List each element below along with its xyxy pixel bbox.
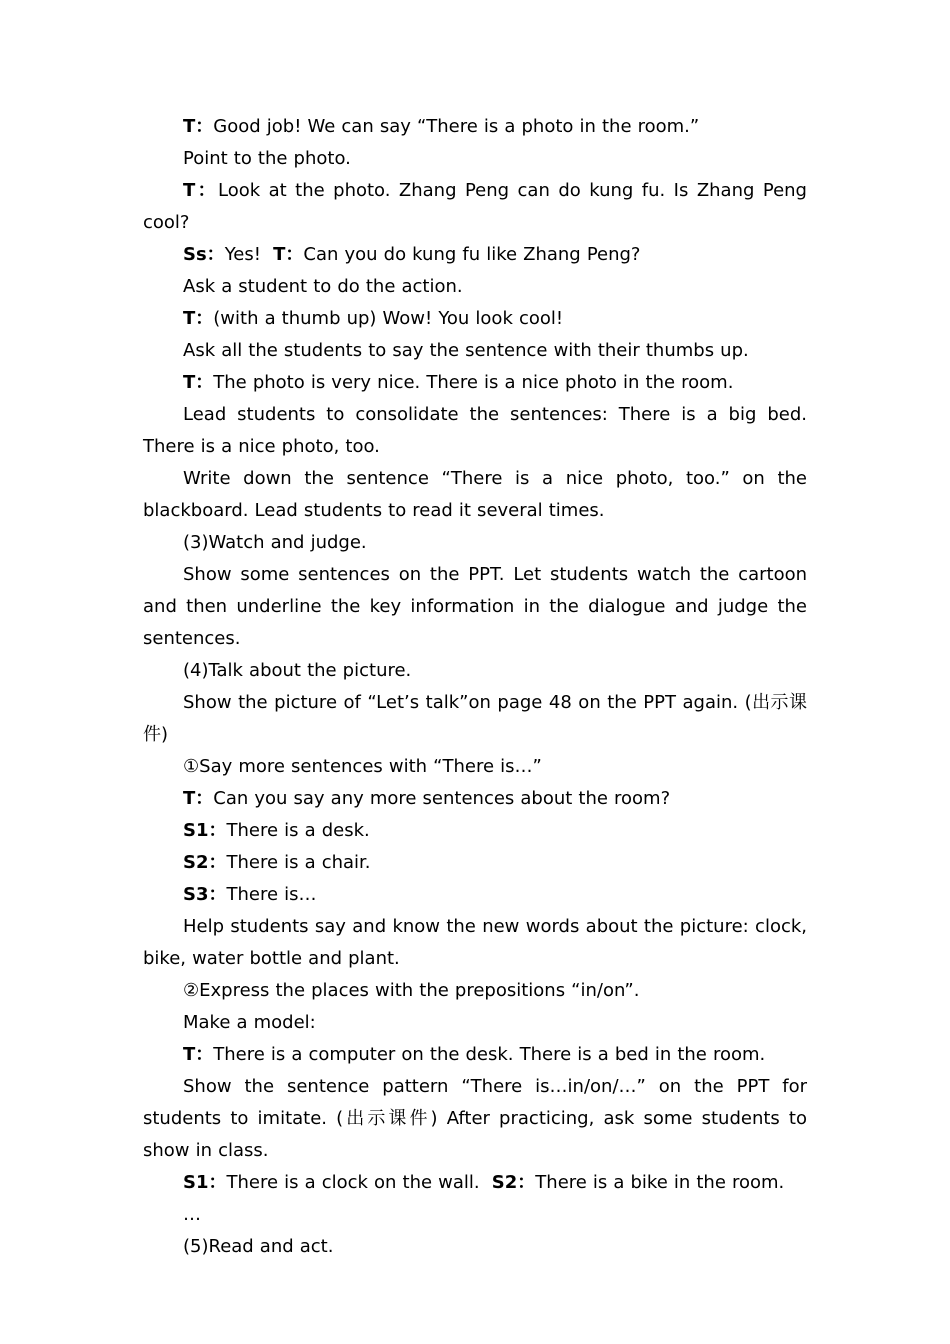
paragraph [143, 463, 807, 527]
text-run: There is a desk. [226, 820, 370, 841]
text-run: There is a clock on the wall. [226, 1172, 492, 1193]
paragraph [143, 335, 807, 367]
document-body [143, 111, 807, 1263]
text-run: Ask all the students to say the sentence with their thumbs up. [183, 340, 749, 361]
speaker-label: T： [183, 1044, 214, 1065]
speaker-label: S2： [491, 1172, 536, 1193]
text-run: Make a model: [183, 1012, 316, 1033]
text-run: Point to the photo. [183, 148, 351, 169]
speaker-label: T： [183, 180, 219, 201]
text-run: Can you say any more sentences about the room? [213, 788, 671, 809]
text-run: There is a bike in the room. [535, 1172, 785, 1193]
paragraph [143, 143, 807, 175]
paragraph [143, 975, 807, 1007]
text-run: There is a computer on the desk. There is a bed in the room. [213, 1044, 766, 1065]
speaker-label: T： [273, 244, 304, 265]
paragraph [143, 1039, 807, 1071]
text-run: … [183, 1204, 201, 1225]
paragraph [143, 367, 807, 399]
text-run: (with a thumb up) Wow! You look cool! [213, 308, 564, 329]
text-run: Yes! [224, 244, 274, 265]
speaker-label: T： [183, 788, 214, 809]
paragraph [143, 111, 807, 143]
paragraph [143, 399, 807, 463]
paragraph [143, 559, 807, 655]
text-run: Look at the photo. Zhang Peng can do kung fu. Is Zhang Peng cool? [143, 180, 807, 233]
text-run: ②Express the places with the prepositions “in/on”. [183, 980, 640, 1001]
paragraph [143, 271, 807, 303]
text-run: (4)Talk about the picture. [183, 660, 412, 681]
text-run: Help students say and know the new words about the picture: clock, bike, water bottle and plant. [143, 916, 807, 969]
paragraph [143, 1167, 807, 1199]
paragraph [143, 655, 807, 687]
paragraph [143, 911, 807, 975]
paragraph [143, 783, 807, 815]
paragraph [143, 527, 807, 559]
paragraph [143, 879, 807, 911]
paragraph [143, 239, 807, 271]
text-run: There is a chair. [226, 852, 371, 873]
paragraph [143, 1231, 807, 1263]
text-run: ①Say more sentences with “There is…” [183, 756, 542, 777]
speaker-label: S2： [183, 852, 227, 873]
speaker-label: T： [183, 372, 214, 393]
paragraph [143, 303, 807, 335]
paragraph [143, 687, 807, 751]
text-run: Good job! We can say “There is a photo in the room.” [213, 116, 700, 137]
speaker-label: S3： [183, 884, 227, 905]
text-run: Can you do kung fu like Zhang Peng? [303, 244, 641, 265]
text-run: There is… [226, 884, 317, 905]
speaker-label: T： [183, 308, 214, 329]
text-run: The photo is very nice. There is a nice photo in the room. [213, 372, 734, 393]
text-run: Show some sentences on the PPT. Let students watch the cartoon and then underline the key information in the dialogue and judge the sentences. [143, 564, 807, 649]
speaker-label: T： [183, 116, 214, 137]
speaker-label: S1： [183, 1172, 227, 1193]
paragraph [143, 815, 807, 847]
paragraph [143, 1199, 807, 1231]
paragraph [143, 751, 807, 783]
paragraph [143, 1007, 807, 1039]
text-run: Show the sentence pattern “There is…in/on/…” on the PPT for students to imitate. (出示课件) After practicing, ask some students to show in class. [143, 1076, 807, 1161]
text-run: Lead students to consolidate the sentences: There is a big bed. There is a nice photo, too. [143, 404, 807, 457]
text-run: Show the picture of “Let’s talk”on page 48 on the PPT again. (出示课件) [143, 692, 807, 745]
speaker-label: S1： [183, 820, 227, 841]
paragraph [143, 175, 807, 239]
paragraph [143, 847, 807, 879]
text-run: (3)Watch and judge. [183, 532, 367, 553]
text-run: Write down the sentence “There is a nice photo, too.” on the blackboard. Lead students to read it several times. [143, 468, 807, 521]
text-run: (5)Read and act. [183, 1236, 334, 1257]
text-run: Ask a student to do the action. [183, 276, 463, 297]
speaker-label: Ss： [183, 244, 225, 265]
paragraph [143, 1071, 807, 1167]
